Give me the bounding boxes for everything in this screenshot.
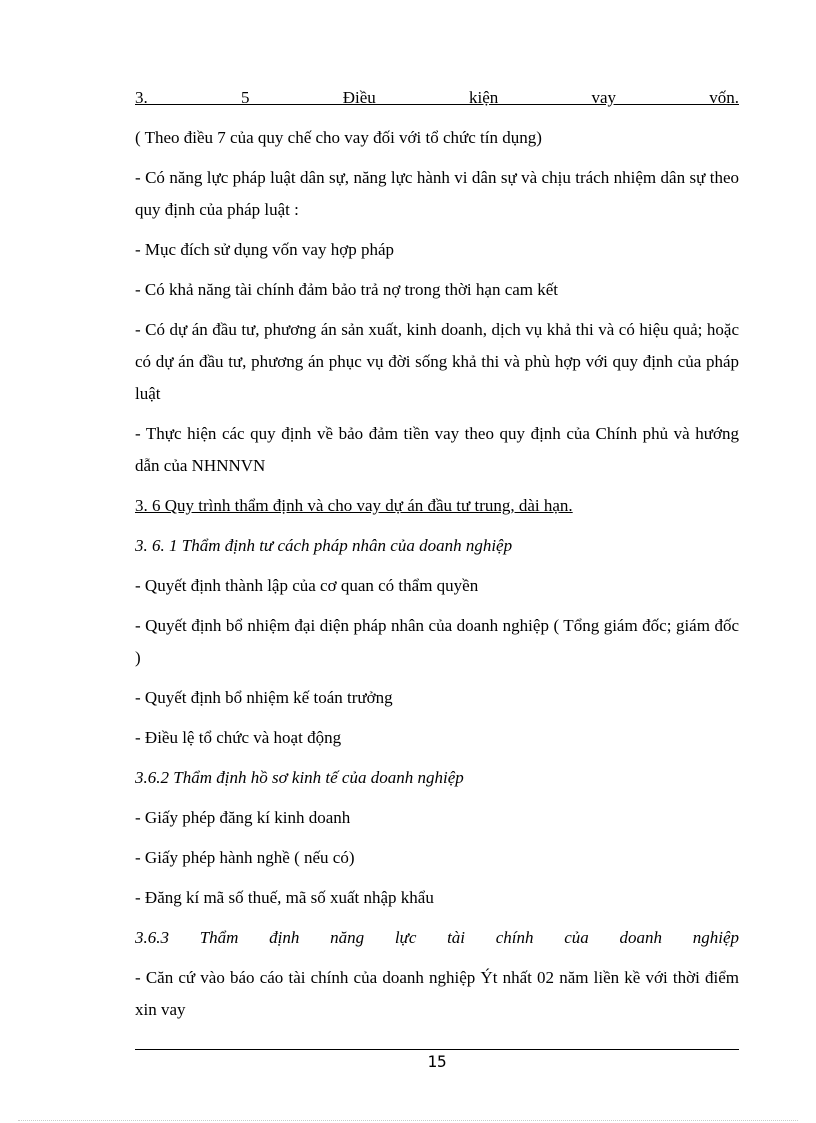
subsection-heading-3-6-3: 3.6.3 Thẩm định năng lực tài chính của doanh nghiệp [135, 928, 739, 947]
paragraph-loan-purpose: - Mục đích sử dụng vốn vay hợp pháp [135, 240, 395, 259]
list-item-business-license: - Giấy phép đăng kí kinh doanh [135, 808, 351, 827]
list-item-establishment-decision: - Quyết định thành lập của cơ quan có thẩm quyền [135, 576, 479, 595]
subsection-heading-3-6-1: 3. 6. 1 Thẩm định tư cách pháp nhân của doanh nghiệp [135, 536, 513, 555]
paragraph-financial-capacity: - Có khả năng tài chính đảm bảo trả nợ trong thời hạn cam kết [135, 280, 559, 299]
list-item-financial-reports: - Căn cứ vào báo cáo tài chính của doanh nghiệp Ýt nhất 02 năm liền kề với thời điểm xin vay [135, 968, 739, 1019]
list-item-chief-accountant-appointment: - Quyết định bổ nhiệm kế toán trưởng [135, 688, 393, 707]
page-bottom-dotted-line [18, 1120, 798, 1121]
subsection-heading-3-6-2: 3.6.2 Thẩm định hồ sơ kinh tế của doanh nghiệp [135, 768, 464, 787]
paragraph-reference-note: ( Theo điều 7 của quy chế cho vay đối với tổ chức tín dụng) [135, 128, 542, 147]
list-item-organization-charter: - Điều lệ tổ chức và hoạt động [135, 728, 342, 747]
list-item-representative-appointment: - Quyết định bổ nhiệm đại diện pháp nhân của doanh nghiệp ( Tổng giám đốc; giám đốc ) [135, 616, 739, 667]
paragraph-legal-capacity: - Có năng lực pháp luật dân sự, năng lực hành vi dân sự và chịu trách nhiệm dân sự theo quy định của pháp luật : [135, 168, 739, 219]
document-body [135, 82, 739, 1034]
list-item-practice-license: - Giấy phép hành nghề ( nếu có) [135, 848, 355, 867]
page-number: 15 [427, 1052, 447, 1071]
paragraph-loan-security: - Thực hiện các quy định về bảo đảm tiền vay theo quy định của Chính phủ và hướng dẫn của NHNNVN [135, 424, 739, 475]
footer-divider [135, 1049, 739, 1050]
section-heading-3-6: 3. 6 Quy trình thẩm định và cho vay dự án đầu tư trung, dài hạn. [135, 496, 573, 515]
paragraph-feasible-project: - Có dự án đầu tư, phương án sản xuất, kinh doanh, dịch vụ khả thi và có hiệu quả; hoặc có dự án đầu tư, phương án phục vụ đời sống khả thi và phù hợp với quy định của pháp luật [135, 320, 739, 403]
section-heading-3-5: 3. 5 Điều kiện vay vốn. [135, 88, 739, 107]
list-item-tax-code: - Đăng kí mã số thuế, mã số xuất nhập khẩu [135, 888, 434, 907]
